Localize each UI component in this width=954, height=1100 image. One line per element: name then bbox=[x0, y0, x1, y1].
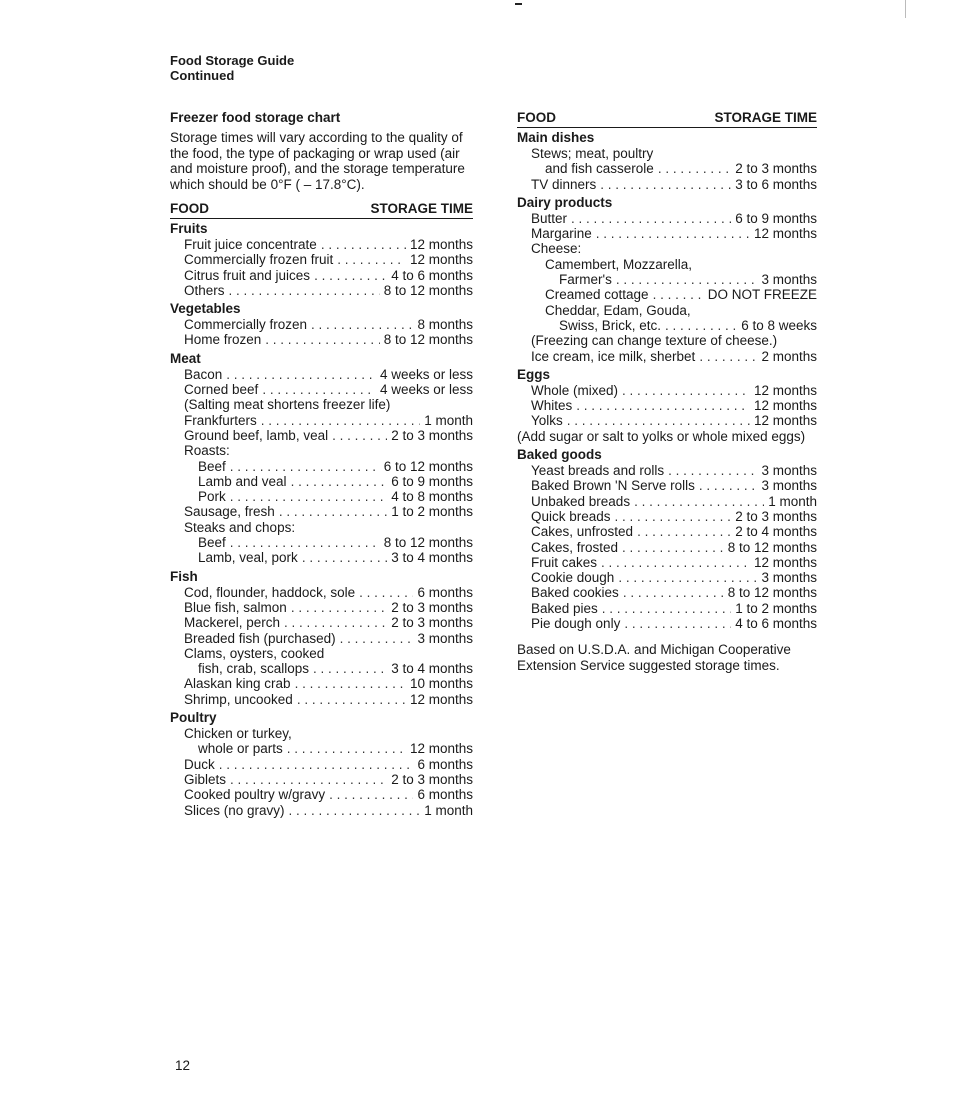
storage-time: 12 months bbox=[753, 226, 817, 242]
storage-time: 3 to 4 months bbox=[391, 550, 473, 566]
food-name: Whole (mixed) bbox=[531, 382, 619, 398]
dot-leader bbox=[571, 211, 731, 226]
storage-time: 3 months bbox=[417, 630, 473, 646]
source-note: Based on U.S.D.A. and Michigan Cooperative Extension Service suggested storage times. bbox=[517, 642, 791, 673]
dot-leader bbox=[229, 283, 380, 298]
storage-row bbox=[170, 772, 473, 787]
food-name: Breaded fish (purchased) bbox=[184, 630, 336, 646]
left-column bbox=[170, 110, 473, 818]
dot-leader bbox=[622, 383, 750, 398]
storage-time: 1 to 2 months bbox=[735, 600, 817, 616]
storage-row bbox=[517, 383, 817, 398]
dot-leader bbox=[634, 494, 764, 509]
category-heading: Fish bbox=[170, 568, 198, 584]
note-line: Roasts: bbox=[184, 443, 230, 459]
storage-row bbox=[517, 509, 817, 524]
dot-leader bbox=[289, 803, 421, 818]
storage-row bbox=[170, 268, 473, 283]
storage-time: 4 to 6 months bbox=[735, 616, 817, 632]
chart-title: Freezer food storage chart bbox=[170, 110, 341, 125]
storage-time: 12 months bbox=[753, 382, 817, 398]
dot-leader bbox=[699, 478, 758, 493]
dot-leader bbox=[297, 692, 406, 707]
dot-leader bbox=[653, 287, 704, 302]
food-name: Fruit cakes bbox=[531, 554, 598, 570]
dot-leader bbox=[302, 550, 387, 565]
dot-leader bbox=[337, 252, 406, 267]
food-name: Beef bbox=[198, 535, 226, 551]
storage-time: DO NOT FREEZE bbox=[707, 287, 817, 303]
storage-time: 6 to 8 weeks bbox=[741, 317, 817, 333]
dot-leader bbox=[658, 161, 731, 176]
food-name: Baked cookies bbox=[531, 585, 619, 601]
storage-time-column-label: STORAGE TIME bbox=[370, 201, 473, 216]
storage-row bbox=[170, 413, 473, 428]
storage-row bbox=[517, 272, 817, 287]
storage-time: 2 to 3 months bbox=[391, 771, 473, 787]
storage-row bbox=[517, 318, 817, 333]
storage-row bbox=[517, 398, 817, 413]
note-line: Stews; meat, poultry bbox=[531, 146, 654, 161]
storage-row bbox=[170, 504, 473, 519]
food-name: Quick breads bbox=[531, 508, 611, 524]
storage-time: 3 months bbox=[761, 570, 817, 586]
note-line: (Salting meat shortens freezer life) bbox=[184, 397, 391, 413]
storage-row bbox=[170, 741, 473, 756]
food-name: Commercially frozen bbox=[184, 317, 308, 333]
category-heading: Vegetables bbox=[170, 301, 241, 317]
storage-row bbox=[517, 226, 817, 241]
storage-row bbox=[170, 489, 473, 504]
storage-row bbox=[517, 349, 817, 364]
dot-leader bbox=[602, 601, 731, 616]
storage-time: 2 months bbox=[761, 348, 817, 364]
dot-leader bbox=[226, 367, 376, 382]
dot-leader bbox=[311, 317, 413, 332]
dot-leader bbox=[567, 413, 750, 428]
dot-leader bbox=[616, 272, 758, 287]
storage-row bbox=[517, 478, 817, 493]
dot-leader bbox=[321, 237, 406, 252]
dot-leader bbox=[291, 474, 388, 489]
dot-leader bbox=[615, 509, 732, 524]
dot-leader bbox=[699, 349, 757, 364]
food-name: Duck bbox=[184, 756, 215, 772]
storage-time: 8 to 12 months bbox=[727, 539, 817, 555]
dot-leader bbox=[314, 268, 387, 283]
dot-leader bbox=[668, 463, 757, 478]
storage-time: 4 weeks or less bbox=[379, 366, 473, 382]
food-name: Giblets bbox=[184, 771, 227, 787]
storage-time: 12 months bbox=[409, 691, 473, 707]
storage-time: 6 months bbox=[417, 584, 473, 600]
storage-time: 6 months bbox=[417, 787, 473, 803]
note-line: Chicken or turkey, bbox=[184, 726, 292, 742]
food-name: Margarine bbox=[531, 226, 592, 242]
storage-row bbox=[170, 787, 473, 802]
storage-time: 3 to 6 months bbox=[735, 176, 817, 192]
food-name: Cod, flounder, haddock, sole bbox=[184, 584, 356, 600]
note-line: Cheddar, Edam, Gouda, bbox=[545, 302, 691, 318]
storage-row bbox=[517, 540, 817, 555]
storage-time: 2 to 3 months bbox=[391, 427, 473, 443]
food-name: Ground beef, lamb, veal bbox=[184, 427, 329, 443]
storage-row bbox=[170, 382, 473, 397]
food-name: Bacon bbox=[184, 366, 223, 382]
food-column-label: FOOD bbox=[517, 110, 556, 125]
food-name: Butter bbox=[531, 210, 568, 226]
dot-leader bbox=[596, 226, 750, 241]
note-line: (Freezing can change texture of cheese.) bbox=[531, 333, 778, 349]
storage-row bbox=[170, 283, 473, 298]
left-table-body bbox=[170, 221, 473, 818]
storage-row bbox=[517, 177, 817, 192]
storage-time: 10 months bbox=[409, 676, 473, 692]
food-name: Slices (no gravy) bbox=[184, 802, 285, 818]
storage-time: 12 months bbox=[753, 413, 817, 429]
food-name: Creamed cottage bbox=[545, 287, 649, 303]
food-column-label: FOOD bbox=[170, 201, 209, 216]
storage-time: 2 to 3 months bbox=[391, 615, 473, 631]
storage-row bbox=[517, 161, 817, 176]
page-number: 12 bbox=[175, 1058, 191, 1073]
food-name: Lamb, veal, pork bbox=[198, 550, 298, 566]
storage-row bbox=[170, 237, 473, 252]
dot-leader bbox=[576, 398, 750, 413]
dot-leader bbox=[359, 585, 413, 600]
food-name: TV dinners bbox=[531, 176, 597, 192]
food-name: Pie dough only bbox=[531, 616, 621, 632]
food-name: Swiss, Brick, etc. bbox=[559, 317, 662, 333]
dot-leader bbox=[313, 661, 387, 676]
category-heading: Main dishes bbox=[517, 130, 595, 145]
storage-time: 8 months bbox=[417, 317, 473, 333]
dot-leader bbox=[230, 459, 380, 474]
storage-time: 12 months bbox=[753, 398, 817, 414]
dot-leader bbox=[295, 676, 406, 691]
storage-time: 8 to 12 months bbox=[383, 535, 473, 551]
storage-row bbox=[517, 616, 817, 631]
storage-row bbox=[517, 287, 817, 302]
storage-time: 6 months bbox=[417, 756, 473, 772]
dot-leader bbox=[265, 332, 379, 347]
intro-paragraph: Storage times will vary according to the quality of the food, the type of packaging or wrap used (air and moisture proof), and the storage temperature which should be 0°F ( – 17.8°C). bbox=[170, 130, 465, 192]
note-line: Steaks and chops: bbox=[184, 519, 296, 535]
food-name: Sausage, fresh bbox=[184, 504, 275, 520]
guide-subtitle: Continued bbox=[170, 68, 235, 83]
food-name: Pork bbox=[198, 489, 226, 505]
food-name: Farmer's bbox=[559, 272, 612, 288]
storage-row bbox=[517, 463, 817, 478]
food-name: Yeast breads and rolls bbox=[531, 463, 665, 479]
storage-time: 8 to 12 months bbox=[383, 282, 473, 298]
dot-leader bbox=[622, 540, 724, 555]
storage-time: 3 months bbox=[761, 478, 817, 494]
storage-time: 12 months bbox=[409, 741, 473, 757]
storage-time: 1 month bbox=[424, 802, 473, 818]
food-name: Unbaked breads bbox=[531, 493, 631, 509]
storage-time: 2 to 3 months bbox=[391, 599, 473, 615]
storage-time: 4 to 6 months bbox=[391, 267, 473, 283]
storage-row bbox=[170, 367, 473, 382]
category-heading: Dairy products bbox=[517, 194, 613, 210]
dot-leader bbox=[279, 504, 387, 519]
storage-time: 6 to 9 months bbox=[735, 210, 817, 226]
storage-row bbox=[170, 676, 473, 691]
storage-time: 12 months bbox=[753, 554, 817, 570]
storage-row bbox=[170, 585, 473, 600]
storage-row bbox=[170, 252, 473, 267]
storage-time: 4 weeks or less bbox=[379, 382, 473, 398]
storage-row bbox=[170, 428, 473, 443]
dot-leader bbox=[637, 524, 731, 539]
dot-leader bbox=[261, 413, 420, 428]
food-name: Frankfurters bbox=[184, 412, 257, 428]
column-header-right bbox=[517, 110, 817, 128]
food-name: Corned beef bbox=[184, 382, 259, 398]
storage-row bbox=[517, 601, 817, 616]
dot-leader bbox=[230, 772, 387, 787]
storage-row bbox=[170, 474, 473, 489]
dot-leader bbox=[340, 631, 414, 646]
food-name: Home frozen bbox=[184, 332, 262, 348]
food-name: Blue fish, salmon bbox=[184, 599, 287, 615]
dot-leader bbox=[230, 489, 387, 504]
scan-mark bbox=[515, 3, 522, 5]
category-heading: Baked goods bbox=[517, 447, 602, 463]
storage-row bbox=[170, 692, 473, 707]
note-line: (Add sugar or salt to yolks or whole mixed eggs) bbox=[517, 428, 806, 444]
dot-leader bbox=[284, 615, 387, 630]
storage-row bbox=[170, 757, 473, 772]
right-column bbox=[517, 110, 817, 673]
dot-leader bbox=[665, 318, 737, 333]
storage-time: 12 months bbox=[409, 237, 473, 252]
dot-leader bbox=[329, 787, 413, 802]
storage-row bbox=[517, 585, 817, 600]
dot-leader bbox=[600, 177, 731, 192]
storage-time: 6 to 12 months bbox=[383, 458, 473, 474]
food-name: Citrus fruit and juices bbox=[184, 267, 311, 283]
dot-leader bbox=[219, 757, 414, 772]
food-name: Baked pies bbox=[531, 600, 598, 616]
storage-row bbox=[170, 661, 473, 676]
storage-time: 3 months bbox=[761, 463, 817, 479]
food-name: Cakes, unfrosted bbox=[531, 524, 634, 540]
storage-row bbox=[170, 600, 473, 615]
food-name: and fish casserole bbox=[545, 161, 654, 177]
category-heading: Fruits bbox=[170, 221, 208, 236]
storage-time: 6 to 9 months bbox=[391, 473, 473, 489]
food-name: fish, crab, scallops bbox=[198, 661, 310, 677]
storage-row bbox=[170, 535, 473, 550]
food-name: Lamb and veal bbox=[198, 473, 287, 489]
storage-time: 1 to 2 months bbox=[391, 504, 473, 520]
column-header-left bbox=[170, 201, 473, 219]
food-name: Cooked poultry w/gravy bbox=[184, 787, 326, 803]
storage-row bbox=[517, 413, 817, 428]
storage-row bbox=[170, 317, 473, 332]
food-name: Cakes, frosted bbox=[531, 539, 619, 555]
dot-leader bbox=[624, 616, 731, 631]
category-heading: Eggs bbox=[517, 366, 551, 382]
food-name: Others bbox=[184, 282, 225, 298]
category-heading: Poultry bbox=[170, 710, 217, 726]
storage-time: 1 month bbox=[768, 493, 817, 509]
food-name: Mackerel, perch bbox=[184, 615, 281, 631]
storage-row bbox=[517, 570, 817, 585]
food-name: Cookie dough bbox=[531, 570, 615, 586]
food-name: Alaskan king crab bbox=[184, 676, 291, 692]
storage-row bbox=[517, 494, 817, 509]
storage-row bbox=[170, 332, 473, 347]
storage-row bbox=[170, 631, 473, 646]
guide-title: Food Storage Guide bbox=[170, 53, 295, 68]
storage-row bbox=[170, 803, 473, 818]
category-heading: Meat bbox=[170, 350, 201, 366]
dot-leader bbox=[230, 535, 380, 550]
dot-leader bbox=[287, 741, 406, 756]
storage-time-column-label: STORAGE TIME bbox=[714, 110, 817, 125]
note-line: Cheese: bbox=[531, 241, 582, 257]
food-name: Shrimp, uncooked bbox=[184, 691, 293, 707]
dot-leader bbox=[332, 428, 387, 443]
storage-row bbox=[517, 555, 817, 570]
storage-time: 3 months bbox=[761, 272, 817, 288]
storage-row bbox=[170, 550, 473, 565]
storage-time: 12 months bbox=[409, 252, 473, 268]
right-table-body bbox=[517, 130, 817, 631]
dot-leader bbox=[262, 382, 376, 397]
note-line: Camembert, Mozzarella, bbox=[545, 256, 693, 272]
food-name: whole or parts bbox=[198, 741, 283, 757]
dot-leader bbox=[601, 555, 750, 570]
food-name: Baked Brown 'N Serve rolls bbox=[531, 478, 695, 494]
dot-leader bbox=[291, 600, 387, 615]
storage-row bbox=[517, 524, 817, 539]
note-line: Clams, oysters, cooked bbox=[184, 645, 325, 661]
storage-time: 2 to 4 months bbox=[735, 524, 817, 540]
dot-leader bbox=[623, 585, 724, 600]
page-edge-line bbox=[905, 0, 906, 18]
storage-time: 1 month bbox=[424, 412, 473, 428]
storage-time: 3 to 4 months bbox=[391, 661, 473, 677]
food-name: Commercially frozen fruit bbox=[184, 252, 334, 268]
food-name: Yolks bbox=[531, 413, 563, 429]
guide-header bbox=[170, 53, 294, 83]
storage-time: 8 to 12 months bbox=[383, 332, 473, 348]
storage-row bbox=[517, 211, 817, 226]
food-name: Ice cream, ice milk, sherbet bbox=[531, 348, 696, 364]
storage-time: 4 to 8 months bbox=[391, 489, 473, 505]
storage-time: 2 to 3 months bbox=[735, 161, 817, 177]
dot-leader bbox=[618, 570, 757, 585]
storage-time: 8 to 12 months bbox=[727, 585, 817, 601]
storage-row bbox=[170, 615, 473, 630]
food-name: Fruit juice concentrate bbox=[184, 237, 317, 252]
storage-time: 2 to 3 months bbox=[735, 508, 817, 524]
storage-row bbox=[170, 459, 473, 474]
food-name: Beef bbox=[198, 458, 226, 474]
food-name: Whites bbox=[531, 398, 573, 414]
